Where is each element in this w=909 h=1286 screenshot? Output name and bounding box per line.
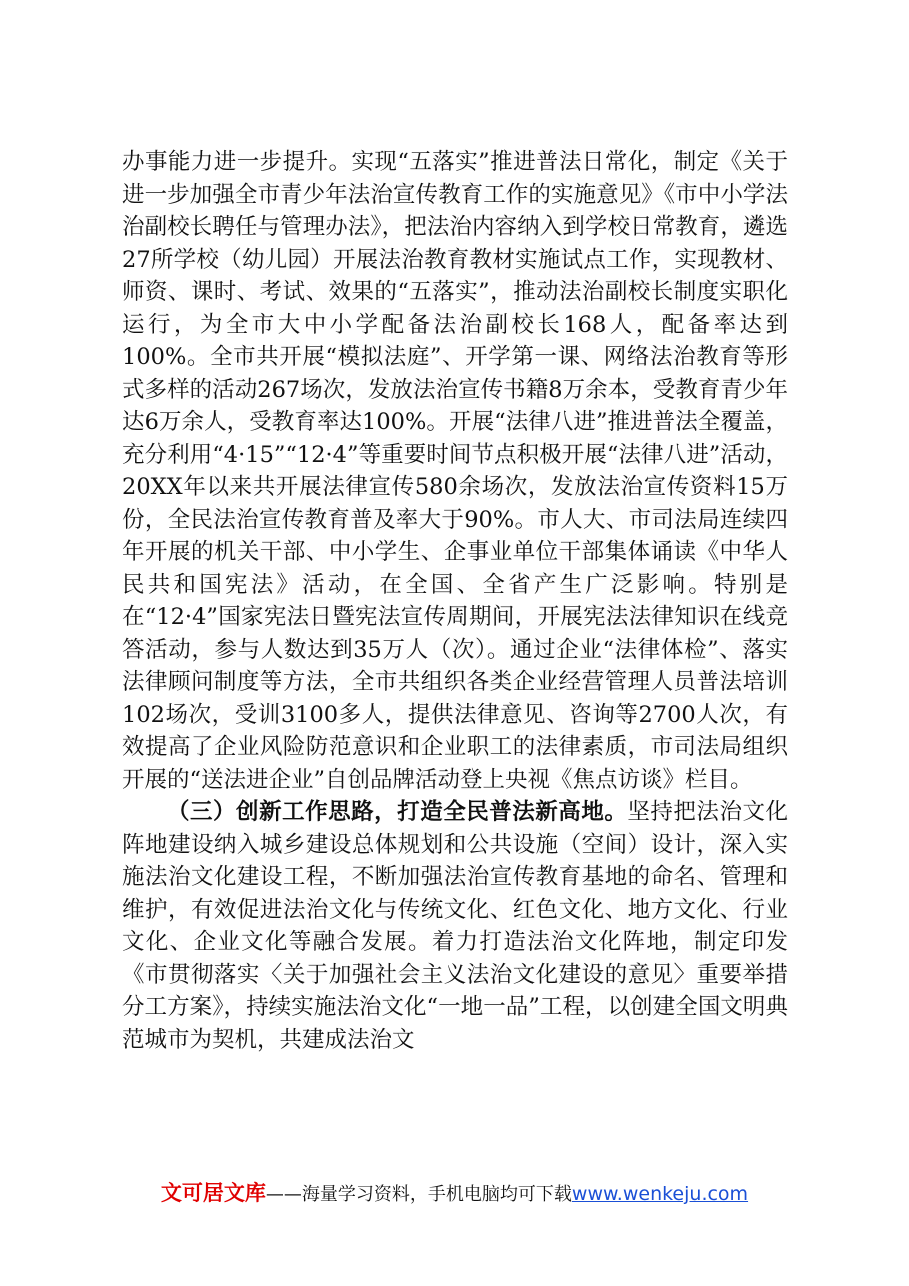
footer-slogan: ——海量学习资料，手机电脑均可下载 (265, 1184, 572, 1205)
section-heading: （三）创新工作思路，打造全民普法新高地。 (167, 799, 628, 825)
footer-banner (0, 1178, 909, 1210)
website-link[interactable]: www.wenkeju.com (571, 1183, 749, 1205)
paragraph-1: 办事能力进一步提升。实现“五落实”推进普法日常化，制定《关于进一步加强全市青少年法治宣传教育工作的实施意见》《市中小学法治副校长聘任与管理办法》，把法治内容纳入到学校日常教育，遴选27所学校（幼儿园）开展法治教育教材实施试点工作，实现教材、师资、课时、考试、效果的“五落实”，推动法治副校长制度实职化运行，为全市大中小学配备法治副校长168人，配备率达到100%。全市共开展“模拟法庭”、开学第一课、网络法治教育等形式多样的活动267场次，发放法治宣传书籍8万余本，受教育青少年达6万余人，受教育率达100%。开展“法律八进”推进普法全覆盖，充分利用“4·15”“12·4”等重要时间节点积极开展“法律八进”活动，20XX年以来共开展法律宣传580余场次，发放法治宣传资料15万份，全民法治宣传教育普及率大于90%。市人大、市司法局连续四年开展的机关干部、中小学生、企事业单位干部集体诵读《中华人民共和国宪法》活动，在全国、全省产生广泛影响。特别是在“12·4”国家宪法日暨宪法宣传周期间，开展宪法法律知识在线竞答活动，参与人数达到35万人（次）。通过企业“法律体检”、落实法律顾问制度等方法，全市共组织各类企业经营管理人员普法培训102场次，受训3100多人，提供法律意见、咨询等2700人次，有效提高了企业风险防范意识和企业职工的法律素质，市司法局组织开展的“送法进企业”自创品牌活动登上央视《焦点访谈》栏目。 (122, 149, 788, 793)
document-body (122, 146, 788, 1056)
paragraph-2-text: 坚持把法治文化阵地建设纳入城乡建设总体规划和公共设施（空间）设计，深入实施法治文化建设工程，不断加强法治宣传教育基地的命名、管理和维护，有效促进法治文化与传统文化、红色文化、地方文化、行业文化、企业文化等融合发展。着力打造法治文化阵地，制定印发《市贯彻落实〈关于加强社会主义法治文化建设的意见〉重要举措分工方案》，持续实施法治文化“一地一品”工程，以创建全国文明典范城市为契机，共建成法治文 (122, 799, 788, 1053)
brand-name: 文可居文库 (160, 1181, 266, 1205)
paragraph-2 (122, 796, 788, 1056)
